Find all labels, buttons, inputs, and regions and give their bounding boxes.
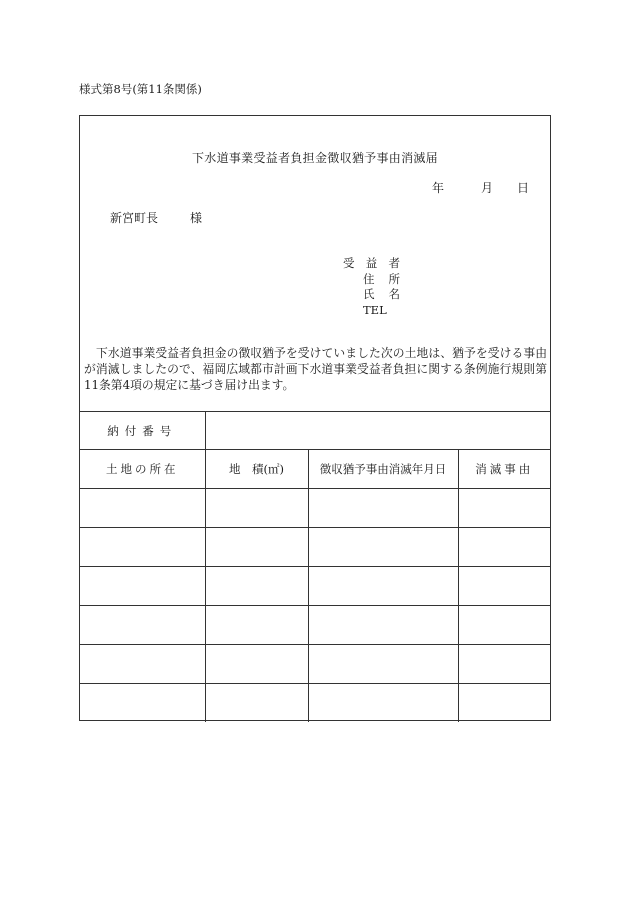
cell-land-area[interactable] <box>205 606 308 645</box>
applicant-label-name: 氏名 <box>363 287 400 301</box>
honorific: 様 <box>190 211 203 225</box>
form-box <box>79 115 551 721</box>
applicant-block <box>310 256 400 318</box>
payment-number-field[interactable] <box>205 412 550 450</box>
cell-cancellation-date[interactable] <box>308 528 458 567</box>
applicant-label-beneficiary: 受益者 <box>343 256 400 270</box>
form-number-label: 様式第8号(第11条関係) <box>79 82 202 96</box>
cell-cancellation-reason[interactable] <box>458 489 550 528</box>
addressee: 新宮町長 <box>110 211 159 225</box>
header-cancellation-date: 徴収猶予事由消滅年月日 <box>308 450 458 489</box>
cell-land-location[interactable] <box>80 684 205 723</box>
cell-land-area[interactable] <box>205 645 308 684</box>
cell-land-location[interactable] <box>80 528 205 567</box>
cell-cancellation-date[interactable] <box>308 606 458 645</box>
cell-cancellation-reason[interactable] <box>458 645 550 684</box>
cell-cancellation-reason[interactable] <box>458 606 550 645</box>
table-row <box>80 684 550 723</box>
cell-land-area[interactable] <box>205 567 308 606</box>
header-cancellation-reason: 消滅事由 <box>458 450 550 489</box>
date-month-label: 月 <box>481 181 494 195</box>
date-day-label: 日 <box>517 181 530 195</box>
date-year-label: 年 <box>432 181 445 195</box>
table-row <box>80 645 550 684</box>
land-table <box>80 411 550 722</box>
cell-cancellation-date[interactable] <box>308 489 458 528</box>
cell-land-location[interactable] <box>80 567 205 606</box>
table-row <box>80 489 550 528</box>
header-land-location: 土地の所在 <box>80 450 205 489</box>
cell-cancellation-reason[interactable] <box>458 567 550 606</box>
cell-land-location[interactable] <box>80 645 205 684</box>
cell-cancellation-date[interactable] <box>308 684 458 723</box>
cell-cancellation-reason[interactable] <box>458 684 550 723</box>
table-row <box>80 606 550 645</box>
form-title: 下水道事業受益者負担金徴収猶予事由消滅届 <box>191 151 438 165</box>
cell-cancellation-reason[interactable] <box>458 528 550 567</box>
cell-land-area[interactable] <box>205 489 308 528</box>
cell-land-location[interactable] <box>80 606 205 645</box>
table-row <box>80 567 550 606</box>
payment-number-label: 納付番号 <box>80 412 205 450</box>
declaration-text: 下水道事業受益者負担金の徴収猶予を受けていました次の土地は、猶予を受ける事由が消滅しましたので、福岡広域都市計画下水道事業受益者負担に関する条例施行規則第11条第4項の規定に基づき届け出ます。 <box>84 346 547 392</box>
applicant-label-tel: TEL <box>363 302 387 317</box>
applicant-label-address: 住所 <box>363 271 400 286</box>
cell-cancellation-date[interactable] <box>308 645 458 684</box>
cell-land-location[interactable] <box>80 489 205 528</box>
table-row <box>80 528 550 567</box>
cell-land-area[interactable] <box>205 684 308 723</box>
cell-land-area[interactable] <box>205 528 308 567</box>
header-land-area: 地 積(㎡) <box>205 450 308 489</box>
cell-cancellation-date[interactable] <box>308 567 458 606</box>
